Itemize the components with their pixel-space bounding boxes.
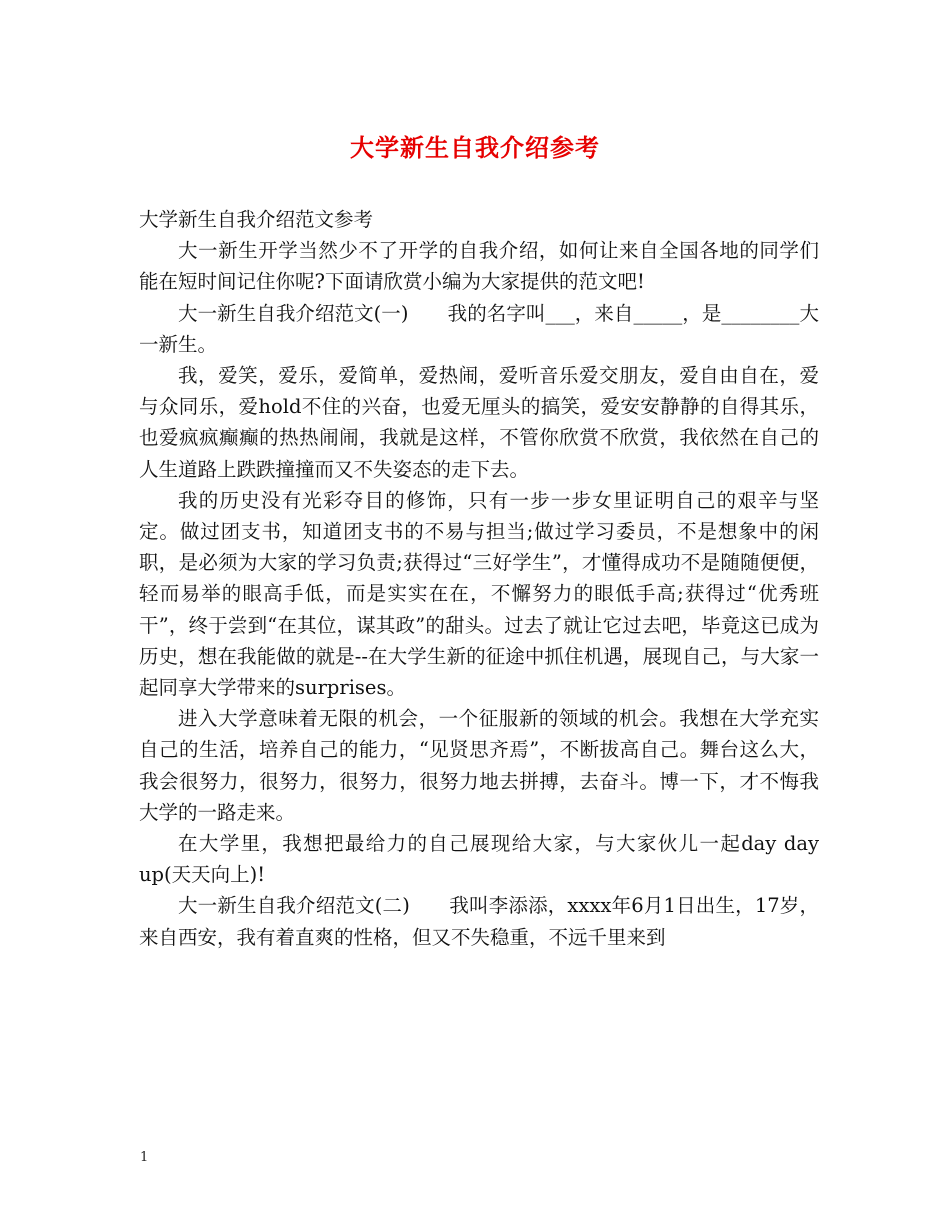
sample-one-heading-paragraph: 大一新生自我介绍范文(一) 我的名字叫___，来自_____，是________大一新生。 <box>139 301 819 356</box>
page-number: 1 <box>140 1150 149 1165</box>
document-body <box>139 204 819 953</box>
day-day-up-paragraph: 在大学里，我想把最给力的自己展现给大家，与大家伙儿一起day day up(天天向上)! <box>139 832 819 887</box>
history-paragraph: 我的历史没有光彩夺目的修饰，只有一步一步女里证明自己的艰辛与坚定。做过团支书，知道团支书的不易与担当;做过学习委员，不是想象中的闲职，是必须为大家的学习负责;获得过“三好学生”，才懂得成功不是随随便便，轻而易举的眼高手低，而是实实在在，不懈努力的眼低手高;获得过“优秀班干”，终于尝到“在其位，谋其政”的甜头。过去了就让它过去吧，毕竟这已成为历史，想在我能做的就是--在大学生新的征途中抓住机遇，展现自己，与大家一起同享大学带来的surprises。 <box>139 488 819 700</box>
university-plan-paragraph: 进入大学意味着无限的机会，一个征服新的领域的机会。我想在大学充实自己的生活，培养自己的能力，“见贤思齐焉”，不断拔高自己。舞台这么大，我会很努力，很努力，很努力，很努力地去拼搏，去奋斗。博一下，才不悔我大学的一路走来。 <box>139 707 819 824</box>
document-title: 大学新生自我介绍参考 <box>350 134 600 162</box>
sample-two-paragraph: 大一新生自我介绍范文(二) 我叫李添添，xxxx年6月1日出生，17岁，来自西安，我有着直爽的性格，但又不失稳重，不远千里来到 <box>139 894 819 949</box>
subtitle-paragraph: 大学新生自我介绍范文参考 <box>139 208 374 231</box>
personality-paragraph: 我，爱笑，爱乐，爱简单，爱热闹，爱听音乐爱交朋友，爱自由自在，爱与众同乐，爱hold不住的兴奋，也爱无厘头的搞笑，爱安安静静的自得其乐，也爱疯疯癫癫的热热闹闹，我就是这样，不管你欣赏不欣赏，我依然在自己的人生道路上跌跌撞撞而又不失姿态的走下去。 <box>139 364 819 481</box>
intro-paragraph: 大一新生开学当然少不了开学的自我介绍，如何让来自全国各地的同学们能在短时间记住你呢?下面请欣赏小编为大家提供的范文吧! <box>139 239 819 294</box>
